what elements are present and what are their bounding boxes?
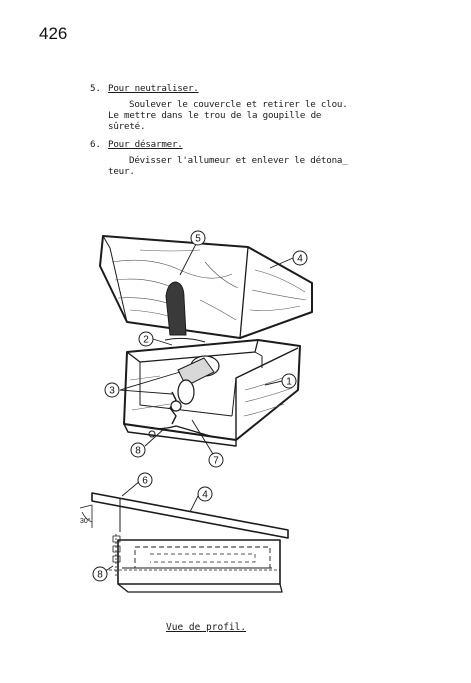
profile-drawing <box>80 481 288 592</box>
label-7: 7 <box>213 455 219 467</box>
section-5-line-3: sûreté. <box>108 121 146 132</box>
section-5-heading: Pour neutraliser. <box>108 83 199 94</box>
label-8: 8 <box>135 445 141 457</box>
label-4: 4 <box>297 253 303 265</box>
label-1: 1 <box>286 376 292 388</box>
label-3: 3 <box>109 385 115 397</box>
section-6-number: 6. <box>90 139 101 150</box>
profile-label-8: 8 <box>97 569 103 581</box>
lid <box>100 233 312 338</box>
profile-label-6: 6 <box>142 475 148 487</box>
profile-callouts <box>93 473 212 581</box>
section-6-heading: Pour désarmer. <box>108 139 183 150</box>
section-6-line-1: Dévisser l'allumeur et enlever le détona_ <box>129 155 348 166</box>
mine-box-drawing <box>100 233 312 454</box>
section-5-number: 5. <box>90 83 101 94</box>
page-number: 426 <box>39 24 68 43</box>
section-5-line-2: Le mettre dans le trou de la goupille de <box>108 110 322 121</box>
section-5-line-1: Soulever le couvercle et retirer le clou. <box>129 99 348 110</box>
label-5: 5 <box>195 233 201 245</box>
figure-caption: Vue de profil. <box>166 622 247 633</box>
section-6-line-2: teur. <box>108 166 135 177</box>
angle-label: 30° <box>80 518 91 525</box>
label-2: 2 <box>143 334 149 346</box>
profile-label-4: 4 <box>202 489 208 501</box>
